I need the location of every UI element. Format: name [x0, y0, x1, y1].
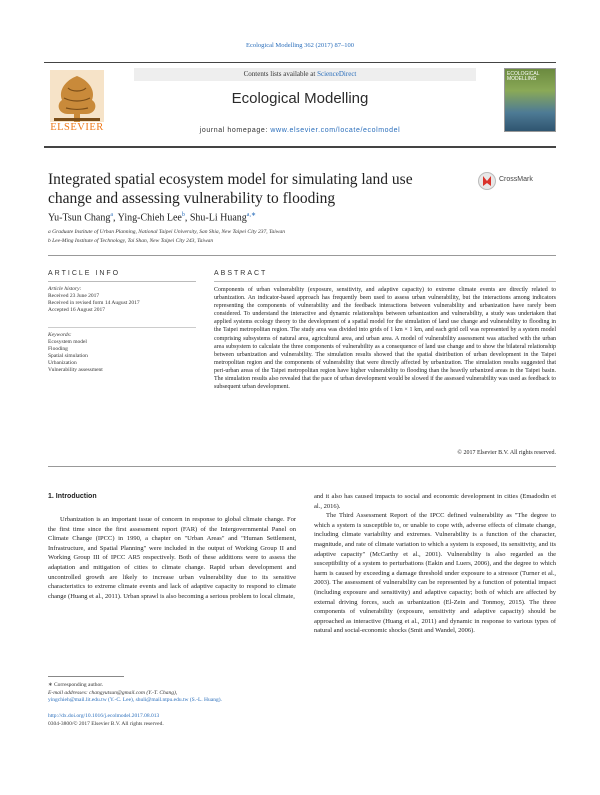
crossmark-label: CrossMark — [499, 176, 533, 183]
footnotes — [48, 682, 296, 705]
affiliation-a: a Graduate Institute of Urban Planning, National Taipei University, San Shia, New Taipei City 237, Taiwan — [48, 229, 285, 235]
article-history — [48, 286, 196, 314]
sciencedirect-link[interactable]: ScienceDirect — [317, 70, 357, 78]
crossmark-icon — [478, 172, 496, 190]
author-name[interactable]: Shu-Li Huang — [189, 212, 247, 224]
abstract-heading: ABSTRACT — [214, 270, 268, 277]
footnote-corresponding: ∗ Corresponding author. — [48, 682, 104, 688]
abstract-bottom-rule — [48, 466, 556, 467]
footnote-rule — [48, 676, 124, 677]
homepage-prefix: journal homepage: — [199, 127, 271, 134]
affiliation-b: b Lee-Ming Institute of Technology, Tai Shan, New Taipei City 243, Taiwan — [48, 238, 214, 244]
history-label: Article history: — [48, 286, 82, 292]
article-info-rule — [48, 281, 196, 282]
author-name[interactable]: Ying-Chieh Lee — [117, 212, 182, 224]
crossmark-badge[interactable] — [478, 172, 548, 190]
footnote-emails-cont[interactable]: yingchieh@mail.lit.edu.tw (Y.-C. Lee), shuli@mail.ntpu.edu.tw (S.-L. Huang). — [48, 697, 222, 703]
keywords-list — [48, 332, 196, 374]
issn-line: 0304-3800/© 2017 Elsevier B.V. All rights reserved. — [48, 720, 164, 727]
abstract-text: Components of urban vulnerability (exposure, sensitivity, and adaptive capacity) to extreme climate events are directly related to urbanization. An indicator-based approach has frequently been used to assess urban vulnerability, but the interactions among indicators representing the components of vulnerability and the feedback interactions between vulnerability and urbanization have rarely been considered. To understand the interactive and dynamic relationships between urbanization and vulnerability, a study was undertaken that applied systems ecology theory to the development of a spatial model for the simulation of land use change and vulnerability to flooding in the Taipei metropolitan region. The study area was divided into grids of 1 km × 1 km, and each grid cell was represented by a system model comprising subsystems of natural area, agricultural area, and urban area. A model of vulnerability assessment was attached with the urban area subsystem to calculate the three components of vulnerability as a consequence of land use change and to show the bilateral relationship between urbanization and vulnerability. The simulation results showed that the spatial distribution of urban development in the Taipei metropolitan region and the components of vulnerability that were directly affected by urbanization. The simulation results suggested that peri-urban areas of the Taipei metropolitan region have higher vulnerability to flooding than the heavily urbanized areas in the Taipei basin. The simulation results also revealed that the pace of urban development would be slowed if the assessed vulnerability was used as feedback to subsequent urban development. — [214, 287, 556, 391]
author-name[interactable]: Yu-Tsun Chang — [48, 212, 111, 224]
journal-cover-image[interactable] — [504, 68, 556, 132]
keyword-item: Spatial simulation — [48, 353, 88, 359]
footnote-emails[interactable]: E-mail addresses: changyutsun@gmail.com (Y.-T. Chang), — [48, 689, 178, 696]
journal-title: Ecological Modelling — [231, 90, 369, 107]
keyword-item: Ecosystem model — [48, 339, 87, 345]
journal-homepage — [44, 127, 556, 134]
history-accepted: Accepted 16 August 2017 — [48, 307, 105, 313]
body-paragraph: The Third Assessment Report of the IPCC defined vulnerability as "The degree to which a system is susceptible to, or unable to cope with, adverse effects of climate change, including climate variability and extremes. Vulnerability is a function of the character, magnitude, and rate of climate variation to which a system is exposed, its sensitivity, and its adaptive capacity" (McCarthy et al., 2001). Vulnerability is also regarded as the susceptibility of a system to perturbations (Eakin and Luers, 2006), and the degree to which harm is caused by exceeding a damage threshold under exposure to a stressor (Turner et al., 2003). The assessment of vulnerability can be represented by a function of potential impact (including exposure and sensitivity) and adaptive capacity; both of which are affected by external driving forces, such as urbanization (El-Zein and Tonmoy, 2015). The three components of vulnerability (exposure, sensitivity and adaptive capacity) should be approached as interactive (Huang et al., 2011) and dynamic in response to various types of natural and social-economic shocks (Smit and Wandel, 2006). — [314, 512, 556, 635]
history-revised: Received in revised form 14 August 2017 — [48, 300, 140, 306]
journal-header — [44, 60, 556, 142]
body-column-right — [314, 492, 556, 636]
keywords-label: Keywords: — [48, 332, 72, 338]
journal-reference[interactable]: Ecological Modelling 362 (2017) 87–100 — [246, 42, 354, 49]
keyword-item: Vulnerability assessment — [48, 367, 103, 373]
abstract-rule — [214, 281, 556, 282]
contents-line — [44, 70, 556, 78]
keyword-item: Urbanization — [48, 360, 77, 366]
cover-title: ECOLOGICAL MODELLING — [507, 71, 540, 82]
contents-prefix: Contents lists available at — [243, 70, 318, 78]
author-affiliation-mark[interactable]: a,∗ — [246, 212, 256, 218]
elsevier-wordmark: ELSEVIER — [50, 122, 104, 133]
body-paragraph: and it also has caused impacts to social and economic development in cities (Emadodin et al., 2016). — [314, 493, 556, 510]
article-info-heading: ARTICLE INFO — [48, 270, 121, 277]
abstract-copyright: © 2017 Elsevier B.V. All rights reserved. — [457, 450, 556, 456]
doi-block — [48, 713, 296, 728]
article-title: Integrated spatial ecosystem model for simulating land use change and assessing vulnerability to flooding — [48, 171, 413, 207]
author-affiliation-mark[interactable]: a — [110, 212, 114, 218]
section-heading-introduction: 1. Introduction — [48, 493, 97, 500]
keywords-divider — [48, 327, 196, 328]
keyword-item: Flooding — [48, 346, 68, 352]
affiliation-divider — [48, 255, 556, 256]
body-column-left — [48, 515, 296, 601]
author-list: Yu-Tsun Chang$^a$, Ying-Chieh Lee$^b$, Shu-Li Huang$^{a,∗}$ — [48, 212, 256, 224]
body-paragraph: Urbanization is an important issue of concern in response to global climate change. For the first time since the first assessment report (FAR) of the Intergovernmental Panel on Climate Change (IPCC) in 1990, a chapter on "Urban Areas" and "Human Settlement, Infrastructure, and Spatial Planning" were included in the output of Working Group II and Working Group III of IPCC AR5 respectively. Both of these additions were to assess the adaptation and mitigation of cities to climate change. Rapid urban development and uncontrolled growth are likely to increase urban vulnerability due to its sensitive characteristics to extreme climate events and lack of adaptive capacity to respond to climate change (Huang et al., 2011). Urban sprawl is also becoming a serious problem to local climate, — [48, 516, 296, 600]
history-received: Received 23 June 2017 — [48, 293, 100, 299]
author-affiliation-mark[interactable]: b — [181, 212, 185, 218]
doi-link[interactable]: http://dx.doi.org/10.1016/j.ecolmodel.2017.08.013 — [48, 713, 160, 719]
homepage-link[interactable]: www.elsevier.com/locate/ecolmodel — [270, 127, 401, 134]
header-bottom-rule — [44, 146, 556, 148]
